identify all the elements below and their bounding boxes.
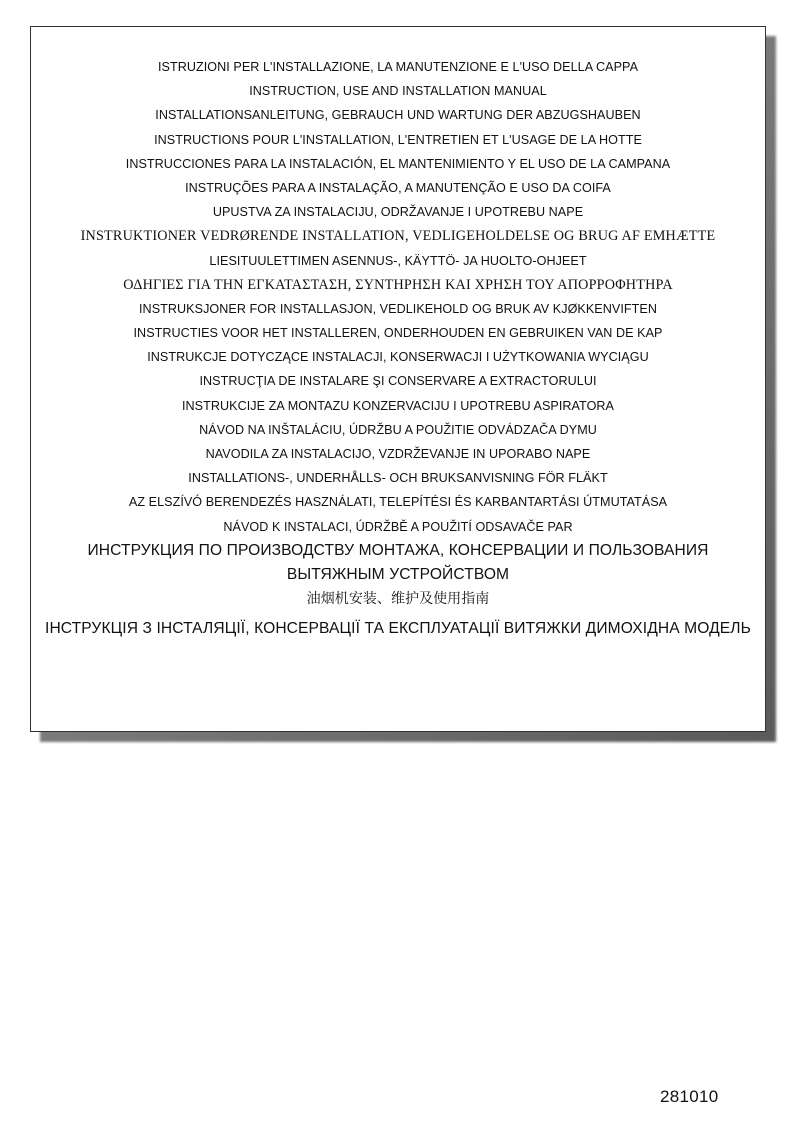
title-line-hr: UPUSTVA ZA INSTALACIJU, ODRŽAVANJE I UPOTREBU NAPE bbox=[212, 205, 584, 220]
title-line-en: INSTRUCTION, USE AND INSTALLATION MANUAL bbox=[249, 84, 547, 99]
title-line-no: INSTRUKSJONER FOR INSTALLASJON, VEDLIKEHOLD OG BRUK AV KJØKKENVIFTEN bbox=[139, 301, 657, 316]
title-line-sl: NAVODILA ZA INSTALACIJO, VZDRŽEVANJE IN UPORABO NAPE bbox=[205, 447, 591, 461]
title-line-pt: INSTRUÇÕES PARA A INSTALAÇÃO, A MANUTENÇÃO E USO DA COIFA bbox=[185, 180, 611, 195]
title-line-fr: INSTRUCTIONS POUR L'INSTALLATION, L'ENTRETIEN ET L'USAGE DE LA HOTTE bbox=[154, 132, 642, 147]
document-code: 281010 bbox=[660, 1087, 719, 1106]
title-line-da: INSTRUKTIONER VEDRØRENDE INSTALLATION, VEDLIGEHOLDELSE OG BRUG AF EMHÆTTE bbox=[80, 228, 716, 245]
title-line-ro: INSTRUCŢIA DE INSTALARE ŞI CONSERVARE A EXTRACTORULUI bbox=[199, 374, 597, 389]
title-line-ru-1: ИНСТРУКЦИЯ ПО ПРОИЗВОДСТВУ МОНТАЖА, КОНСЕРВАЦИИ И ПОЛЬЗОВАНИЯ bbox=[87, 541, 709, 559]
title-line-nl: INSTRUCTIES VOOR HET INSTALLEREN, ONDERHOUDEN EN GEBRUIKEN VAN DE KAP bbox=[133, 326, 663, 341]
multilingual-title-box bbox=[30, 26, 766, 732]
title-lines bbox=[31, 55, 765, 642]
title-line-de: INSTALLATIONSANLEITUNG, GEBRAUCH UND WARTUNG DER ABZUGSHAUBEN bbox=[155, 108, 641, 123]
title-line-sk: NÁVOD NA INŠTALÁCIU, ÚDRŽBU A POUŽITIE ODVÁDZAČA DYMU bbox=[199, 422, 597, 437]
title-line-it: ISTRUZIONI PER L'INSTALLAZIONE, LA MANUTENZIONE E L'USO DELLA CAPPA bbox=[157, 60, 639, 74]
title-line-es: INSTRUCCIONES PARA LA INSTALACIÓN, EL MANTENIMIENTO Y EL USO DE LA CAMPANA bbox=[125, 156, 671, 171]
title-line-fi: LIESITUULETTIMEN ASENNUS-, KÄYTTÖ- JA HUOLTO-OHJEET bbox=[209, 253, 587, 268]
title-line-cs: NÁVOD K INSTALACI, ÚDRŽBĚ A POUŽITÍ ODSAVAČE PAR bbox=[223, 519, 573, 534]
title-line-el: ΟΔΗΓΙΕΣ ΓΙΑ ΤΗΝ ΕΓΚΑΤΑΣΤΑΣΗ, ΣΥΝΤΗΡΗΣΗ ΚΑΙ ΧΡΗΣΗ ΤΟΥ ΑΠΟΡΡΟΦΗΤΗΡΑ bbox=[123, 276, 673, 293]
title-line-zh: 油烟机安装、维护及使用指南 bbox=[306, 591, 490, 608]
title-line-ru-2: ВЫТЯЖНЫМ УСТРОЙСТВОМ bbox=[286, 565, 510, 583]
title-line-uk: ІНСТРУКЦІЯ З ІНСТАЛЯЦІЇ, КОНСЕРВАЦІЇ ТА ЕКСПЛУАТАЦІЇ ВИТЯЖКИ ДИМОХІДНА МОДЕЛЬ bbox=[45, 620, 751, 638]
title-line-hu: AZ ELSZÍVÓ BERENDEZÉS HASZNÁLATI, TELEPÍTÉSI ÉS KARBANTARTÁSI ÚTMUTATÁSA bbox=[128, 495, 668, 510]
title-line-pl: INSTRUKCJE DOTYCZĄCE INSTALACJI, KONSERWACJI I UŻYTKOWANIA WYCIĄGU bbox=[147, 350, 649, 365]
title-line-sv: INSTALLATIONS-, UNDERHÅLLS- OCH BRUKSANVISNING FÖR FLÄKT bbox=[188, 471, 608, 486]
title-line-bs: INSTRUKCIJE ZA MONTAZU KONZERVACIJU I UPOTREBU ASPIRATORA bbox=[181, 398, 615, 413]
